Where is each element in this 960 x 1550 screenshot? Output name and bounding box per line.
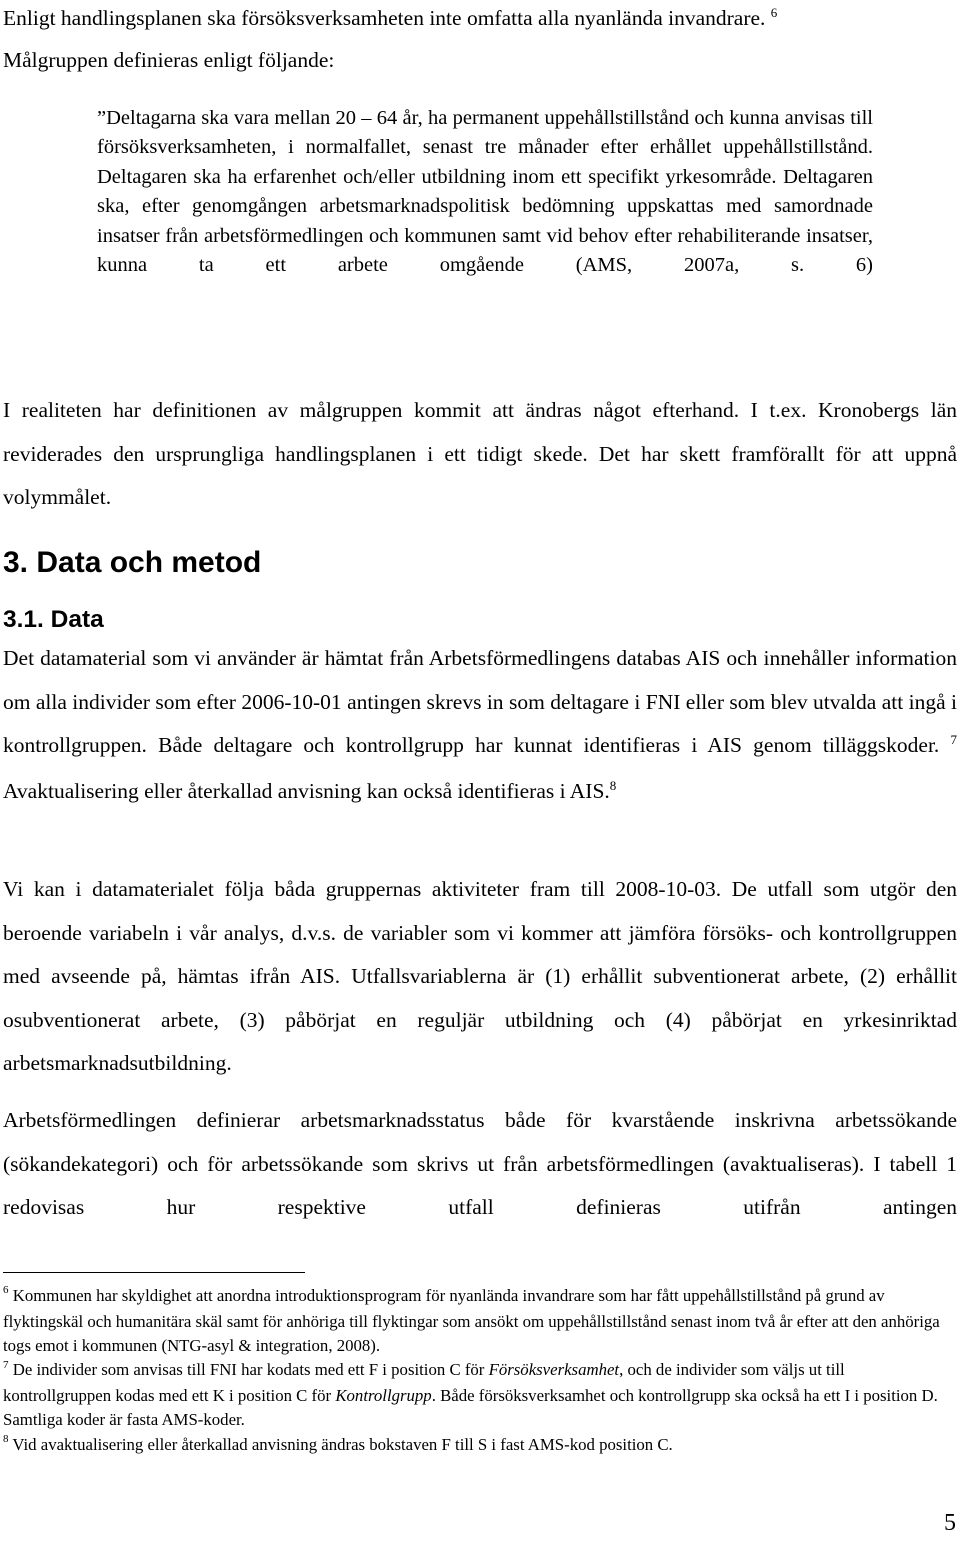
data-paragraph-1-text-a: Det datamaterial som vi använder är hämtat från Arbetsförmedlingens databas AIS och innehåller information om alla individer som efter 2006-10-01 antingen skrevs in som deltagare i FNI eller som blev utvalda att ingå i kontrollgruppen. Både deltagare och kontrollgrupp har kunnat identifieras i AIS genom tilläggskoder.: [3, 646, 957, 758]
footnote-6-number: 6: [3, 1284, 9, 1297]
section-heading: 3. Data och metod: [3, 546, 262, 579]
page-number: 5: [944, 1510, 956, 1536]
footnote-7-text-c: . Både försöksverksamhet och kontrollgrupp ska också ha ett I i position D. Samtliga koder är fasta AMS-koder.: [3, 1386, 938, 1430]
footnote-8: [3, 1433, 957, 1459]
intro-line: [3, 3, 957, 36]
footnote-ref-7[interactable]: 7: [950, 732, 958, 748]
footnote-7-italic-forsoksverksamhet: Försöksverksamhet: [488, 1360, 620, 1380]
footnote-7: [3, 1358, 957, 1432]
footnotes: [3, 1284, 957, 1459]
data-paragraph-1-text-b: Avaktualisering eller återkallad anvisning kan också identifieras i AIS.: [3, 778, 610, 803]
footnote-6: [3, 1284, 957, 1358]
reality-paragraph: I realiteten har definitionen av målgruppen kommit att ändras något efterhand. I t.ex. Kronobergs län reviderades den ursprungliga handlingsplanen i ett tidigt skede. Det har skett framförallt för att uppnå volymmålet.: [3, 398, 957, 509]
data-paragraph-3: Arbetsförmedlingen definierar arbetsmarknadsstatus både för kvarstående inskrivna arbetssökande (sökandekategori) och för arbetssökande som skrivs ut från arbetsförmedlingen (avaktualiseras). I tabell 1 redovisas hur respektive utfall definieras utifrån antingen: [3, 1108, 957, 1220]
footnote-7-text-b: , och de individer som väljs ut till kontrollgruppen kodas med ett K i position C för: [3, 1360, 845, 1406]
intro-line-text: Enligt handlingsplanen ska försöksverksamheten inte omfatta alla nyanlända invandrare.: [3, 6, 766, 30]
footnote-7-text-a: De individer som anvisas till FNI har kodats med ett F i position C för: [12, 1360, 485, 1380]
subsection-heading: 3.1. Data: [3, 606, 104, 633]
footnote-ref-6[interactable]: 6: [770, 5, 778, 21]
footnote-7-italic-kontrollgrupp: Kontrollgrupp: [335, 1386, 432, 1406]
footnote-6-text: Kommunen har skyldighet att anordna introduktionsprogram för nyanlända invandrare som har fått uppehållstillstånd på grund av flyktingskäl och humanitära skäl samt för anhöriga till flyktingar som ansökt om uppehållstillstånd senast inom två år efter att den anhöriga togs emot i kommunen (NTG-asyl & integration, 2008).: [3, 1286, 940, 1356]
block-quote: ”Deltagarna ska vara mellan 20 – 64 år, ha permanent uppehållstillstånd och kunna anvisas till försöksverksamheten, i normalfallet, senast tre månader efter erhållet uppehållstillstånd. Deltagaren ska ha erfarenhet och/eller utbildning inom ett specifikt yrkesområde. Deltagaren ska, efter genomgången arbetsmarknadspolitisk bedömning uppskattas med samordnade insatser från arbetsförmedlingen och kommunen samt vid behov efter rehabiliterande insatser, kunna ta ett arbete omgående (AMS, 2007a, s. 6): [97, 107, 873, 277]
data-paragraph-1: [3, 637, 957, 815]
footnote-8-number: 8: [3, 1432, 9, 1445]
target-group-intro: Målgruppen definieras enligt följande:: [3, 48, 335, 72]
footnote-separator: [3, 1272, 305, 1273]
footnote-8-text: Vid avaktualisering eller återkallad anvisning ändras bokstaven F till S i fast AMS-kod position C.: [12, 1434, 673, 1454]
footnote-7-number: 7: [3, 1358, 9, 1371]
data-paragraph-2: Vi kan i datamaterialet följa båda gruppernas aktiviteter fram till 2008-10-03. De utfall som utgör den beroende variabeln i vår analys, d.v.s. de variabler som vi kommer att jämföra försöks- och kontrollgruppen med avseende på, hämtas ifrån AIS. Utfallsvariablerna är (1) erhållit subventionerat arbete, (2) erhållit osubventionerat arbete, (3) påbörjat en reguljär utbildning och (4) påbörjat en yrkesinriktad arbetsmarknadsutbildning.: [3, 877, 957, 1076]
footnote-ref-8[interactable]: 8: [609, 777, 617, 793]
